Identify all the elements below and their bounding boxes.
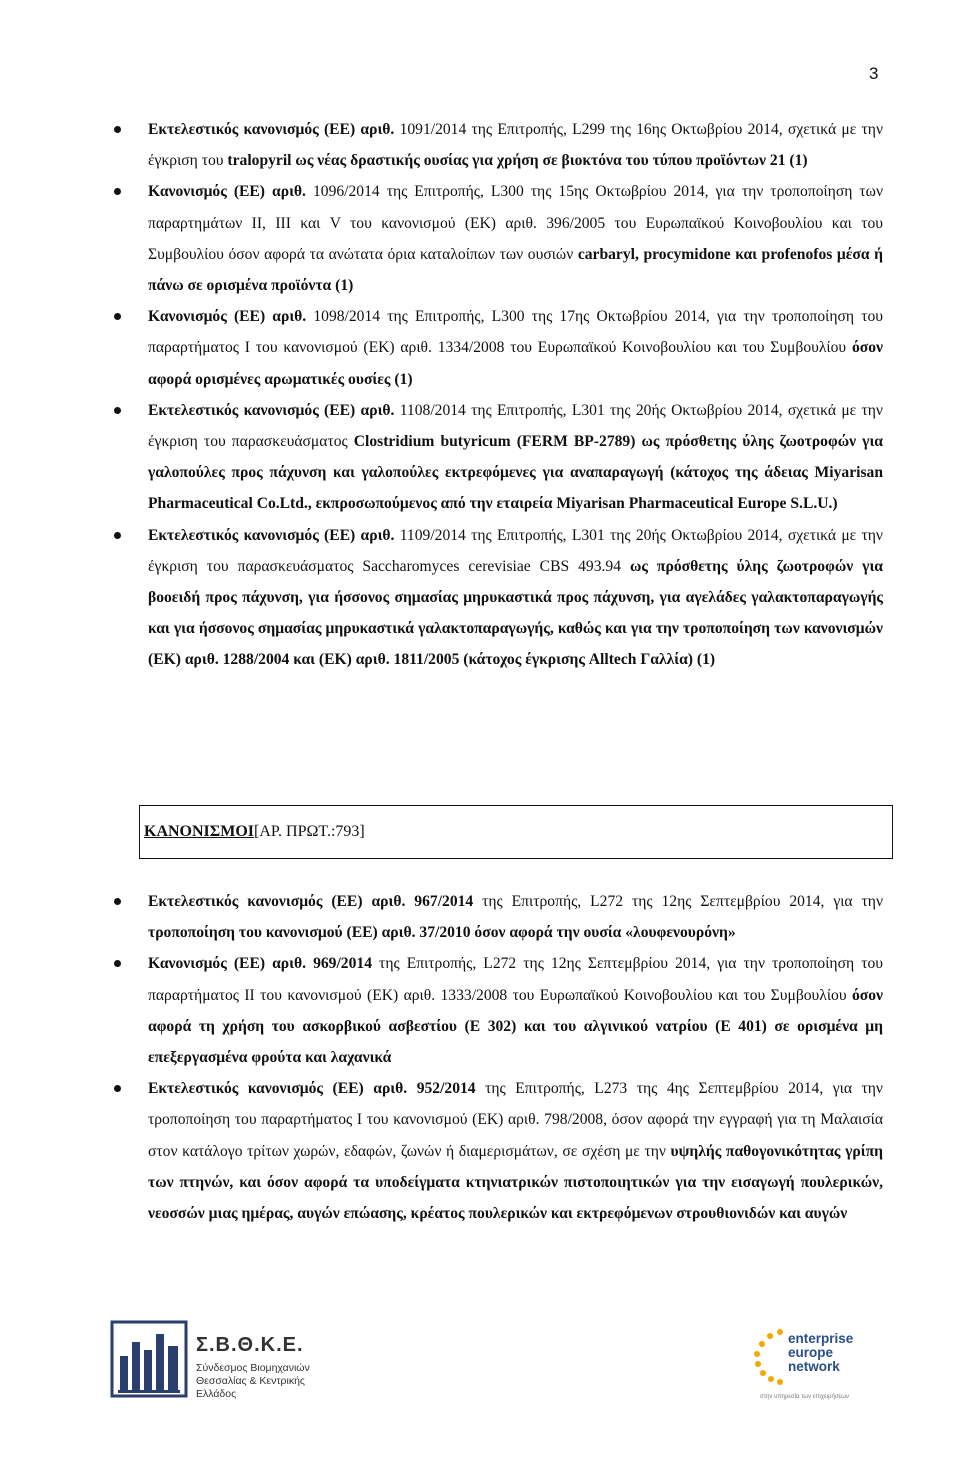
bold-text: Clostridium butyricum (FERM BP-2789) ως πρόσθετης ύλης ζωοτροφών για γαλοπούλες προς πάχυνση και γαλοπούλες εκτρεφόμενες για αναπαραγωγή (κάτοχος της άδειας Miyarisan Pharmaceutical Co.Ltd., εκπροσωπούμενος από την εταιρεία Miyarisan Pharmaceutical Europe S.L.U.) [148,433,883,513]
bold-text: 967/2014 [414,893,483,910]
text: 1109/2014 της Επιτροπής, L301 της 20ής Οκτωβρίου 2014, σχετικά με την έγκριση του παρασκευάσματος Saccharomyces cerevisiae CBS 493.94 [148,526,883,575]
bold-text: Εκτελεστικός κανονισμός (ΕΕ) αριθ. [148,1080,417,1098]
een-text: enterprise europe network [788,1331,854,1374]
sbthe-title: Σ.Β.Θ.Κ.Ε. [196,1334,304,1356]
text: 1096/2014 της Επιτροπής, L300 της 15ης Οκτωβρίου 2014, για την τροποποίηση των παραρτημάτων II, III και V του κανονισμού (ΕΚ) αριθ. 396/2005 του Ευρωπαϊκού Κοινοβουλίου και του Συμβουλίου όσον αφορά τα ανώτατα όρια καταλοίπων των ουσιών [148,183,884,263]
text: της Επιτροπής, L272 της 12ης Σεπτεμβρίου 2014, για την [482,893,883,910]
regulations-list-2 [0,886,960,1229]
regulations-list-1 [0,114,960,676]
bold-text: όσον αφορά τη χρήση του ασκορβικού ασβεστίου (Ε 302) και του αλγινικού νατρίου (Ε 401) σε ορισμένα μη επεξεργασμένα φρούτα και λαχανικά [148,986,883,1067]
text: της Επιτροπής, L273 της 4ης Σεπτεμβρίου 2014, για την τροποποίηση του παραρτήματος I του κανονισμού (ΕΚ) αριθ. 798/2008, όσον αφορά την εγγραφή για τη Μαλαισία στον κατάλογο τρίτων χωρών, εδαφών, ζωνών ή διαμερισμάτων, σε σχέση με την [148,1080,883,1160]
bold-text: carbaryl, procymidone και profenofos μέσα ή πάνω σε ορισμένα προϊόντα (1) [148,245,883,295]
sbthe-logo [110,1320,310,1415]
list-item [0,886,883,948]
bullet-icon [114,960,121,967]
list-item [0,395,883,520]
list-item [0,301,883,395]
section-ref: [ΑΡ. ΠΡΩΤ.:793] [254,823,365,840]
bullet-icon [114,898,121,905]
bold-text: όσον αφορά ορισμένες αρωματικές ουσίες (1) [148,339,883,388]
section-title: ΚΑΝΟΝΙΣΜΟΙ [144,823,255,840]
page-number: 3 [869,64,879,83]
text: 1108/2014 της Επιτροπής, L301 της 20ής Οκτωβρίου 2014, σχετικά με την έγκριση του παρασκευάσματος [148,401,883,451]
bold-text: tralopyril ως νέας δραστικής ουσίας για χρήση σε βιοκτόνα του τύπου προϊόντων 21 (1) [227,152,808,170]
list-item [0,114,883,176]
bullet-icon [114,1085,121,1092]
bullet-icon [114,532,121,539]
een-logo [750,1320,870,1410]
bold-text: ως πρόσθετης ύλης ζωοτροφών για βοοειδή προς πάχυνση, για ήσσονος σημασίας μηρυκαστικά προς πάχυνση, για αγελάδες γαλακτοπαραγωγής και για ήσσονος σημασίας μηρυκαστικά γαλακτοπαραγωγής, καθώς και για την τροποποίηση των κανονισμών (ΕΚ) αριθ. 1288/2004 και (ΕΚ) αριθ. 1811/2005 (κάτοχος έγκρισης Alltech Γαλλία) (1) [148,557,883,669]
text: 1091/2014 της Επιτροπής, L299 της 16ης Οκτωβρίου 2014, σχετικά με την έγκριση του [148,121,883,170]
bullet-icon [114,407,121,414]
text: 1098/2014 της Επιτροπής, L300 της 17ης Οκτωβρίου 2014, για την τροποποίηση του παραρτήματος I του κανονισμού (ΕΚ) αριθ. 1334/2008 του Ευρωπαϊκού Κοινοβουλίου και του Συμβουλίου [148,308,883,357]
bold-text: υψηλής παθογονικότητας γρίπη των πτηνών, και όσον αφορά τα υποδείγματα κτηνιατρικών πιστοποιητικών για την εισαγωγή πουλερικών, νεοσσών μιας ημέρας, αυγών επώασης, κρέατος πουλερικών και εκτρεφόμενων στρουθιονιδών και αυγών [148,1142,883,1223]
star-ring-icon [750,1326,790,1386]
bullet-icon [114,188,121,195]
een-tagline: στην υπηρεσία των επιχειρήσεων [760,1394,849,1400]
bold-text: Κανονισμός (ΕΕ) αριθ. [148,183,313,201]
bold-text: Κανονισμός (ΕΕ) αριθ. [148,955,314,973]
bold-text: Εκτελεστικός κανονισμός (ΕΕ) αριθ. [148,121,400,138]
bold-text: Εκτελεστικός κανονισμός (ΕΕ) αριθ. [148,526,400,544]
bullet-icon [114,126,121,133]
bullet-icon [114,313,121,320]
list-item [0,1073,883,1229]
list-item [0,176,883,301]
bold-text: 969/2014 [313,955,380,973]
bold-text: Εκτελεστικός κανονισμός (ΕΕ) αριθ. [148,401,400,419]
sbthe-subtitle: Σύνδεσμος Βιομηχανιών Θεσσαλίας & Κεντρικής Ελλάδος [196,1362,310,1400]
section-heading-box [139,805,893,859]
bold-text: τροποποίηση του κανονισμού (ΕΕ) αριθ. 37/2010 όσον αφορά την ουσία «λουφενουρόνη» [148,924,736,942]
factory-logo-icon [110,1320,188,1398]
bold-text: Κανονισμός (ΕΕ) αριθ. [148,308,314,326]
text: της Επιτροπής, L272 της 12ης Σεπτεμβρίου 2014, για την τροποποίηση του παραρτήματος II του κανονισμού (ΕΚ) αριθ. 1333/2008 του Ευρωπαϊκού Κοινοβουλίου και του Συμβουλίου [148,955,883,1004]
bold-text: 952/2014 [416,1080,486,1098]
list-item [0,948,883,1073]
list-item [0,520,883,676]
bold-text: Εκτελεστικός κανονισμός (ΕΕ) αριθ. [148,893,415,910]
